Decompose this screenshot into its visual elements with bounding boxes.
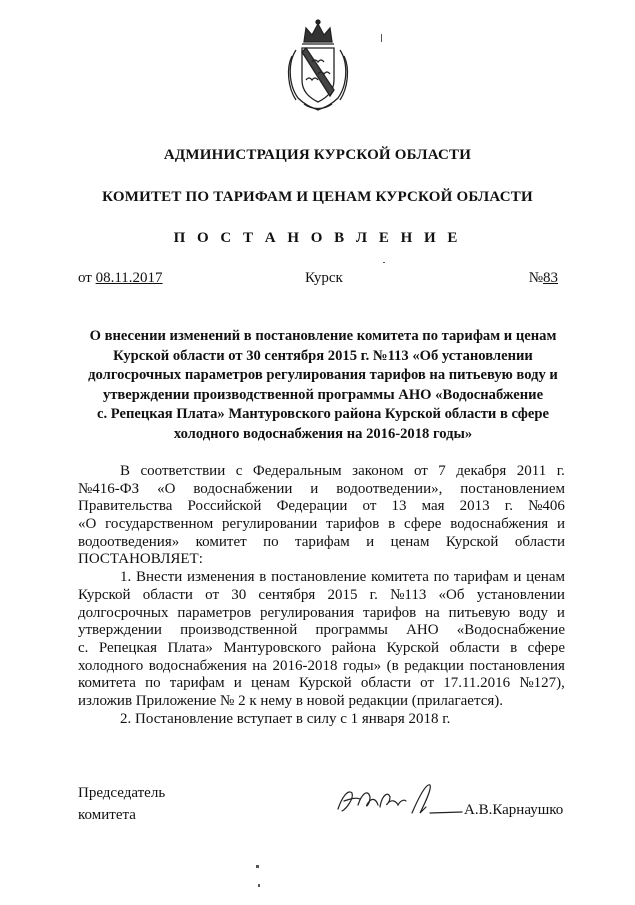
body-line: В соответствии с Федеральным законом от 7 декабря 2011 г. — [120, 463, 565, 479]
date-value: 08.11.2017 — [95, 270, 163, 286]
body-line: Правительства Российской Федерации от 13 мая 2013 г. №406 — [78, 498, 565, 515]
document-title — [78, 327, 568, 444]
body-line: №416-ФЗ «О водоснабжении и водоотведении», постановлением — [78, 480, 565, 497]
coat-of-arms-emblem — [282, 18, 354, 114]
scan-speck — [383, 262, 385, 263]
scan-speck — [258, 884, 260, 887]
body-line: утверждении производственной программы АНО «Водоснабжение — [78, 622, 565, 639]
document-meta-row — [78, 270, 558, 290]
body-line: ПОСТАНОВЛЯЕТ: — [78, 551, 203, 568]
body-line: 2. Постановление вступает в силу с 1 января 2018 г. — [120, 710, 451, 727]
body-line: 1. Внести изменения в постановление комитета по тарифам и ценам — [120, 569, 565, 586]
body-line: изложив Приложение № 2 к нему в новой редакции (прилагается). — [78, 692, 504, 709]
title-line: холодного водоснабжения на 2016-2018 годы» — [173, 425, 473, 442]
handwritten-signature — [334, 779, 464, 819]
document-number — [529, 270, 558, 287]
title-line: долгосрочных параметров регулирования тарифов на питьевую воду и — [88, 367, 558, 383]
number-prefix: № — [528, 270, 543, 286]
body-line: водоотведения» комитет по тарифам и ценам Курской области — [78, 533, 565, 550]
document-city: Курск — [305, 270, 343, 286]
signature-position-line2: комитета — [78, 807, 136, 823]
body-line: комитета по тарифам и ценам Курской области от 17.11.2016 №127), — [78, 675, 565, 692]
body-line: с. Репецкая Плата» Мантуровского района Курской области в сфере — [78, 639, 565, 656]
signature-position-line1: Председатель — [78, 785, 166, 801]
body-line: «О государственном регулировании тарифов в сфере водоснабжения и — [78, 516, 565, 533]
document-body — [78, 463, 565, 728]
committee-heading: КОМИТЕТ ПО ТАРИФАМ И ЦЕНАМ КУРСКОЙ ОБЛАСТИ — [102, 189, 533, 205]
date-prefix: от — [78, 270, 92, 286]
title-line: утверждении производственной программы АНО «Водоснабжение — [102, 386, 544, 403]
title-line: О внесении изменений в постановление комитета по тарифам и ценам — [89, 328, 557, 344]
title-line: Курской области от 30 сентября 2015 г. №113 «Об установлении — [113, 347, 533, 364]
body-line: долгосрочных параметров регулирования тарифов на питьевую воду и — [78, 604, 565, 621]
scan-speck — [381, 34, 382, 42]
body-line: Курской области от 30 сентября 2015 г. №113 «Об установлении — [78, 586, 565, 603]
number-value: 83 — [543, 270, 558, 286]
signature-position — [78, 782, 165, 826]
title-line: с. Репецкая Плата» Мантуровского района Курской области в сфере — [97, 406, 549, 422]
body-line: холодного водоснабжения на 2016-2018 годы» (в редакции постановления — [78, 657, 565, 674]
signatory-name: А.В.Карнаушко — [464, 802, 564, 818]
scan-speck — [256, 865, 259, 868]
administration-heading: АДМИНИСТРАЦИЯ КУРСКОЙ ОБЛАСТИ — [163, 147, 472, 163]
document-date — [78, 270, 163, 287]
document-type-heading: П О С Т А Н О В Л Е Н И Е — [173, 230, 462, 246]
